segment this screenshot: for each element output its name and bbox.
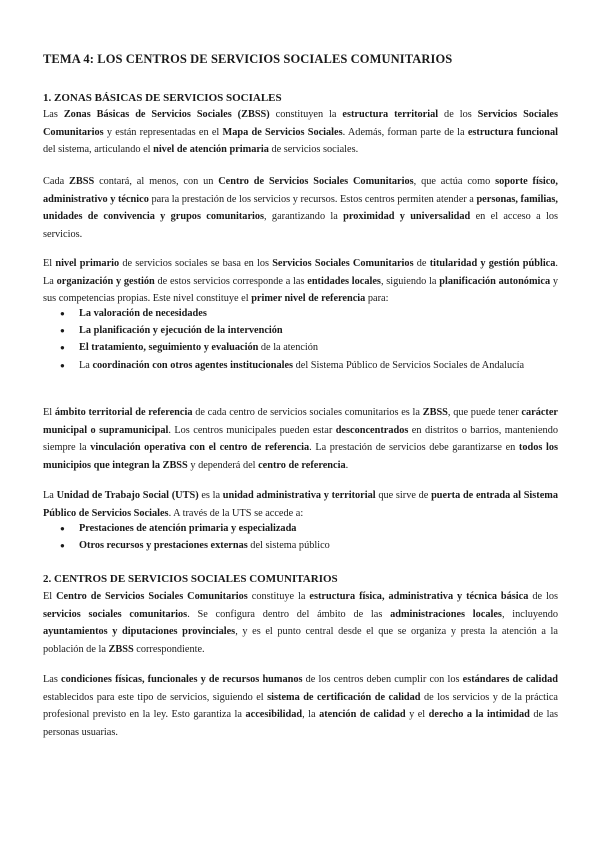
bold-text: Centro de Servicios Sociales Comunitarios bbox=[56, 591, 248, 602]
text: , que actúa como bbox=[413, 176, 496, 187]
text: constituye la bbox=[247, 591, 310, 602]
bold-text: coordinación con otros agentes institucionales bbox=[92, 359, 294, 371]
section1-paragraph-3 bbox=[43, 255, 558, 308]
bold-text: Servicios Sociales Comunitarios bbox=[272, 258, 414, 269]
bold-text: puerta de entrada al Sistema Público de Servicios Sociales bbox=[43, 490, 559, 519]
section1-bullet-list-2 bbox=[43, 520, 558, 554]
bold-text: vinculación operativa con el centro de referencia bbox=[90, 442, 310, 454]
section1-paragraph-4 bbox=[43, 404, 558, 474]
bold-text: carácter municipal o supramunicipal bbox=[43, 407, 558, 436]
text: de la atención bbox=[258, 342, 319, 354]
text: es la bbox=[198, 490, 223, 501]
text: en distritos o barrios, manteniendo siempre la bbox=[43, 424, 558, 454]
bold-text: Centro de Servicios Sociales Comunitarios bbox=[218, 176, 414, 187]
text: de los servicios y de la práctica profesional previsto en la ley. Esto garantiza la bbox=[43, 691, 558, 721]
bold-text: Mapa de Servicios Sociales bbox=[222, 126, 343, 138]
section1-heading: 1. ZONAS BÁSICAS DE SERVICIOS SOCIALES bbox=[43, 92, 282, 104]
text: y están representadas en el bbox=[103, 126, 223, 138]
text: , incluyendo bbox=[501, 608, 559, 620]
bold-text: La planificación y ejecución de la intervención bbox=[79, 325, 283, 337]
bold-text: ZBSS bbox=[108, 643, 134, 655]
text: , y es el punto central desde el que se organiza y presta la atención a la población de la bbox=[43, 626, 558, 655]
bold-text: Unidad de Trabajo Social (UTS) bbox=[56, 490, 199, 501]
list-item bbox=[43, 322, 558, 339]
text: de los bbox=[438, 109, 478, 120]
bold-text: unidad administrativa y territorial bbox=[222, 490, 376, 501]
text: . Los centros municipales pueden estar bbox=[168, 424, 336, 436]
section1-paragraph-1 bbox=[43, 106, 558, 159]
bold-text: Zonas Básicas de Servicios Sociales (ZBSS) bbox=[63, 109, 270, 120]
text: de los centros deben cumplir con los bbox=[302, 674, 463, 685]
text: del sistema público bbox=[247, 540, 330, 552]
text: de estos servicios corresponde a las bbox=[154, 275, 308, 287]
text: . La bbox=[43, 258, 558, 287]
text: contará, al menos, con un bbox=[94, 176, 219, 187]
list-item bbox=[43, 520, 558, 537]
text: Las bbox=[43, 674, 62, 685]
bold-text: estructura funcional bbox=[467, 126, 558, 138]
text: Cada bbox=[43, 176, 70, 187]
bold-text: entidades locales bbox=[307, 275, 381, 287]
text: para: bbox=[365, 293, 389, 305]
bold-text: soporte físico, administrativo y técnico bbox=[43, 176, 558, 205]
bold-text: Servicios Sociales Comunitarios bbox=[43, 109, 558, 138]
text: . A través de la UTS se accede a: bbox=[168, 507, 304, 519]
page-title: TEMA 4: LOS CENTROS DE SERVICIOS SOCIALES COMUNITARIOS bbox=[43, 52, 453, 66]
text: La bbox=[79, 359, 93, 371]
text: y dependerá del bbox=[187, 459, 259, 471]
text: correspondiente. bbox=[133, 643, 205, 655]
text: El bbox=[43, 407, 55, 418]
text: de los bbox=[528, 591, 558, 602]
text: establecidos para este tipo de servicios, siguiendo el bbox=[43, 691, 268, 703]
bold-text: servicios sociales comunitarios bbox=[43, 608, 188, 620]
text: de bbox=[413, 258, 430, 269]
bold-text: Prestaciones de atención primaria y especializada bbox=[79, 523, 297, 534]
bold-text: titularidad y gestión pública bbox=[429, 258, 556, 269]
bold-text: todos los municipios que integran la ZBSS bbox=[43, 442, 558, 471]
text: El bbox=[43, 591, 57, 602]
bold-text: personas, familias, unidades de convivencia y grupos comunitarios bbox=[43, 193, 558, 223]
text: , garantizando la bbox=[264, 211, 344, 223]
text: y sus competencias propias. Este nivel constituye el bbox=[43, 275, 559, 305]
bold-text: organización y gestión bbox=[56, 275, 155, 287]
text: . Se configura dentro del ámbito de las bbox=[187, 608, 391, 620]
text: Las bbox=[43, 109, 64, 120]
list-item bbox=[43, 339, 558, 356]
text: de las personas usuarias. bbox=[43, 709, 559, 738]
bold-text: estructura territorial bbox=[342, 109, 439, 120]
text: . bbox=[345, 459, 349, 471]
bold-text: nivel primario bbox=[55, 258, 120, 269]
text: de servicios sociales. bbox=[268, 144, 359, 156]
bold-text: desconcentrados bbox=[335, 424, 409, 436]
text: que sirve de bbox=[375, 490, 432, 501]
bold-text: ayuntamientos y diputaciones provinciales bbox=[43, 626, 236, 638]
section2-heading: 2. CENTROS DE SERVICIOS SOCIALES COMUNITARIOS bbox=[43, 573, 338, 585]
bold-text: accesibilidad bbox=[245, 709, 303, 721]
text: La bbox=[43, 490, 57, 501]
text: de cada centro de servicios sociales comunitarios es la bbox=[192, 407, 423, 418]
section1-bullet-list bbox=[43, 305, 558, 374]
bold-text: nivel de atención primaria bbox=[153, 144, 269, 156]
text: , que puede tener bbox=[447, 407, 522, 418]
section1-paragraph-5 bbox=[43, 487, 558, 522]
list-item bbox=[43, 357, 558, 374]
bold-text: centro de referencia bbox=[258, 459, 346, 471]
text: en el acceso a los servicios. bbox=[43, 211, 558, 240]
section1-paragraph-2 bbox=[43, 173, 558, 243]
text: . La prestación de servicios debe garantizarse en bbox=[309, 442, 519, 454]
bold-text: condiciones físicas, funcionales y de recursos humanos bbox=[61, 674, 303, 685]
text: El bbox=[43, 258, 56, 269]
bold-text: estándares de calidad bbox=[462, 674, 558, 685]
text: , la bbox=[302, 709, 320, 721]
bold-text: sistema de certificación de calidad bbox=[267, 691, 421, 703]
bold-text: primer nivel de referencia bbox=[251, 293, 366, 305]
bold-text: ZBSS bbox=[69, 176, 95, 187]
bold-text: derecho a la intimidad bbox=[428, 709, 530, 721]
text: constituyen la bbox=[269, 109, 343, 120]
text: , siguiendo la bbox=[380, 275, 440, 287]
bold-text: administraciones locales bbox=[390, 608, 502, 620]
bold-text: Otros recursos y prestaciones externas bbox=[79, 540, 248, 552]
bold-text: El tratamiento, seguimiento y evaluación bbox=[79, 342, 259, 354]
section2-paragraph-1 bbox=[43, 588, 558, 658]
text: del sistema, articulando el bbox=[43, 144, 154, 156]
bold-text: ZBSS bbox=[422, 407, 448, 418]
list-item bbox=[43, 305, 558, 322]
bold-text: ámbito territorial de referencia bbox=[54, 407, 193, 418]
text: para la prestación de los servicios y recursos. Estos centros permiten atender a bbox=[148, 193, 477, 205]
text: de servicios sociales se basa en los bbox=[119, 258, 273, 269]
text: y el bbox=[405, 709, 429, 721]
section2-paragraph-2 bbox=[43, 671, 558, 741]
text: del Sistema Público de Servicios Sociales de Andalucía bbox=[293, 359, 525, 371]
text: . Además, forman parte de la bbox=[342, 126, 468, 138]
bold-text: La valoración de necesidades bbox=[79, 308, 207, 319]
bold-text: atención de calidad bbox=[319, 709, 406, 721]
bold-text: planificación autonómica bbox=[439, 275, 551, 287]
bold-text: estructura física, administrativa y técnica básica bbox=[309, 591, 529, 602]
list-item bbox=[43, 537, 558, 554]
bold-text: proximidad y universalidad bbox=[343, 211, 471, 223]
